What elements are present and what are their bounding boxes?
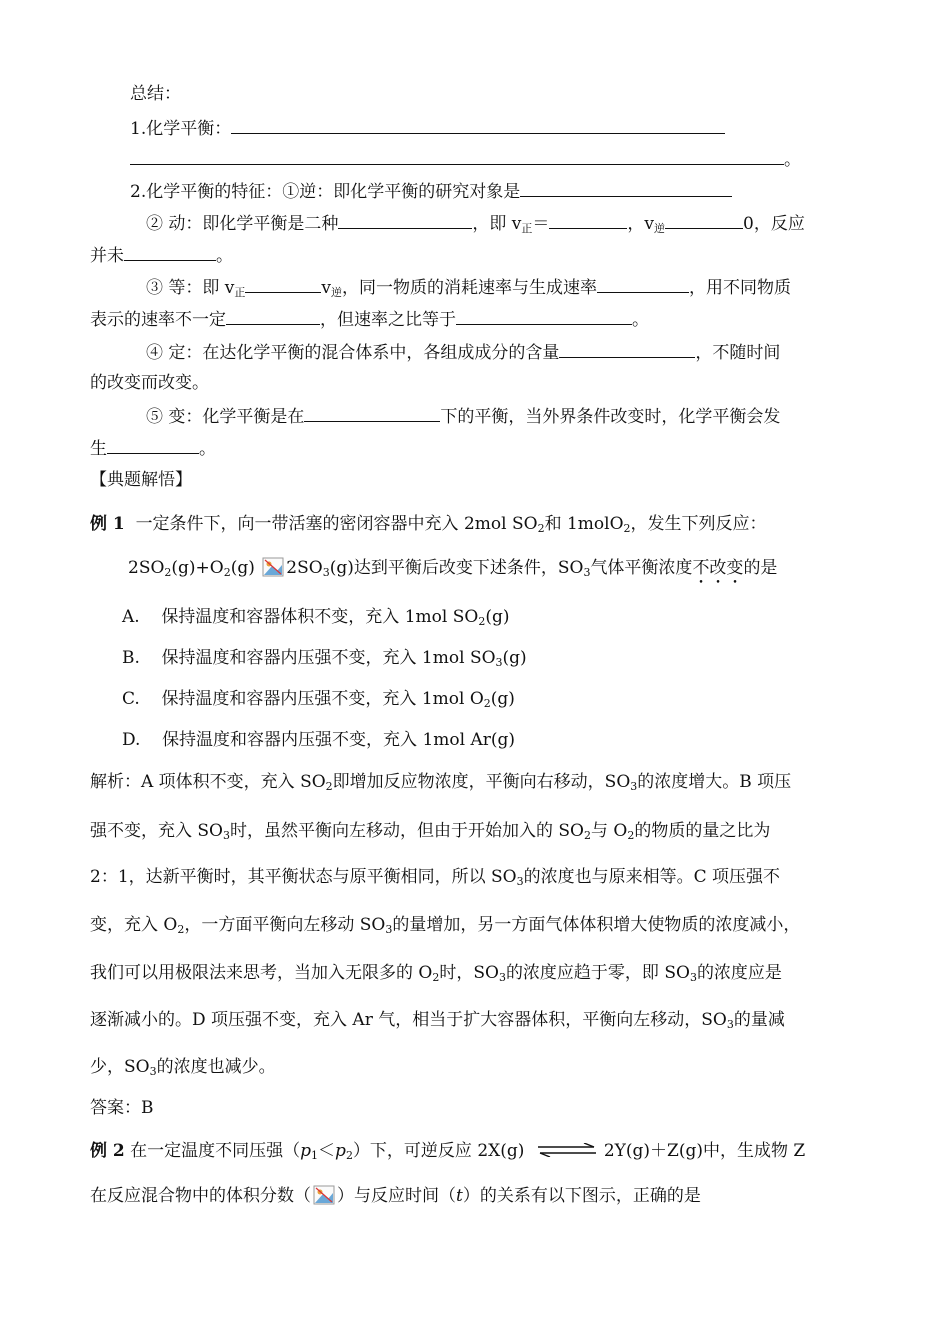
section-title: 【典题解悟】 (90, 470, 192, 490)
summary-title: 总结： (130, 84, 181, 104)
answer-blank[interactable] (107, 436, 199, 454)
example-1-equation: $2SO_2(g)+O_2(g)$ $2SO_3(g)$达到平衡后改变下述条件，$SO_3$气体平衡浓度不改变的是 (128, 558, 778, 579)
answer-blank[interactable] (130, 147, 784, 165)
answer-text: 答案：B (90, 1098, 154, 1118)
summary-item-1-cont: 。 (130, 147, 801, 171)
feature-deng-cont: 表示的速率不一定 ，但速率之比等于 。 (90, 307, 649, 331)
answer-blank[interactable] (124, 243, 216, 261)
answer-blank[interactable] (597, 275, 689, 293)
feature-deng: ③ 等：即 $v_正$ $v_逆$，同一物质的消耗速率与生成速率 ，用不同物质 (146, 275, 791, 299)
analysis-line: 逐渐减小的。D 项压强不变，充入 Ar 气，相当于扩大容器体积，平衡向左移动，$SO_3$的量减 (90, 1010, 785, 1031)
answer-blank[interactable] (559, 340, 695, 358)
answer-blank[interactable] (338, 211, 472, 229)
example-label: 例 2 (90, 1141, 125, 1161)
feature-dong-cont: 并未 。 (90, 243, 233, 267)
answer-blank[interactable] (456, 307, 632, 325)
feature-ding-cont: 的改变而改变。 (90, 373, 209, 393)
answer-blank[interactable] (226, 307, 320, 325)
option-c[interactable]: C. 保持温度和容器内压强不变，充入 1mol $O_2(g)$ (122, 689, 515, 710)
option-a[interactable]: A. 保持温度和容器体积不变，充入 1mol $SO_2(g)$ (122, 607, 510, 628)
analysis-line: 2：1，达新平衡时，其平衡状态与原平衡相同，所以 $SO_3$的浓度也与原来相等。C 项压强不 (90, 867, 781, 888)
summary-item-2: 2.化学平衡的特征：①逆：即化学平衡的研究对象是 (130, 179, 732, 203)
example-2-stem: 例 2 在一定温度不同压强$(p_1<p_2)$下，可逆反应 2X(g) 2Y(g)＋Z(g)中，生成物 Z (90, 1141, 806, 1162)
analysis-line: 强不变，充入 $SO_3$时，虽然平衡向左移动，但由于开始加入的 $SO_2$与 $O_2$的物质的量之比为 (90, 821, 771, 842)
broken-image-icon (313, 1185, 335, 1205)
answer-blank[interactable] (245, 275, 321, 293)
analysis-line: 解析：A 项体积不变，充入 $SO_2$即增加反应物浓度，平衡向右移动，$SO_3$的浓度增大。B 项压 (90, 772, 792, 793)
option-d[interactable]: D. 保持温度和容器内压强不变，充入 1mol Ar(g) (122, 730, 516, 750)
answer-blank[interactable] (665, 211, 743, 229)
feature-ding: ④ 定：在达化学平衡的混合体系中，各组成成分的含量 ，不随时间 (146, 340, 780, 364)
equilibrium-arrow-icon (536, 1141, 598, 1163)
feature-bian: ⑤ 变：化学平衡是在 下的平衡，当外界条件改变时，化学平衡会发 (146, 404, 780, 428)
feature-bian-cont: 生 。 (90, 436, 216, 460)
answer-blank[interactable] (231, 116, 725, 134)
example-label: 例 1 (90, 514, 125, 534)
example-2-stem-cont: 在反应混合物中的体积分数（ ）与反应时间（t）的关系有以下图示，正确的是 (90, 1186, 701, 1206)
answer-blank[interactable] (549, 211, 627, 229)
feature-dong: ② 动：即化学平衡是二种 ，即 $v_正=$ ，$v_逆$ 0，反应 (146, 211, 805, 235)
analysis-line: 少，$SO_3$的浓度也减少。 (90, 1057, 276, 1078)
broken-image-icon (262, 557, 284, 577)
analysis-line: 我们可以用极限法来思考，当加入无限多的 $O_2$时，$SO_3$的浓度应趋于零，即 $SO_3$的浓度应是 (90, 963, 782, 984)
answer-blank[interactable] (520, 179, 732, 197)
summary-item-1: 1.化学平衡： (130, 116, 725, 140)
analysis-line: 变，充入 $O_2$，一方面平衡向左移动 $SO_3$的量增加，另一方面气体体积增大使物质的浓度减小， (90, 915, 801, 936)
example-1-stem: 例 1 一定条件下，向一带活塞的密闭容器中充入 2mol $SO_2$和 1molO$_2$，发生下列反应： (90, 514, 767, 535)
option-b[interactable]: B. 保持温度和容器内压强不变，充入 1mol $SO_3(g)$ (122, 648, 527, 669)
answer-blank[interactable] (304, 404, 440, 422)
